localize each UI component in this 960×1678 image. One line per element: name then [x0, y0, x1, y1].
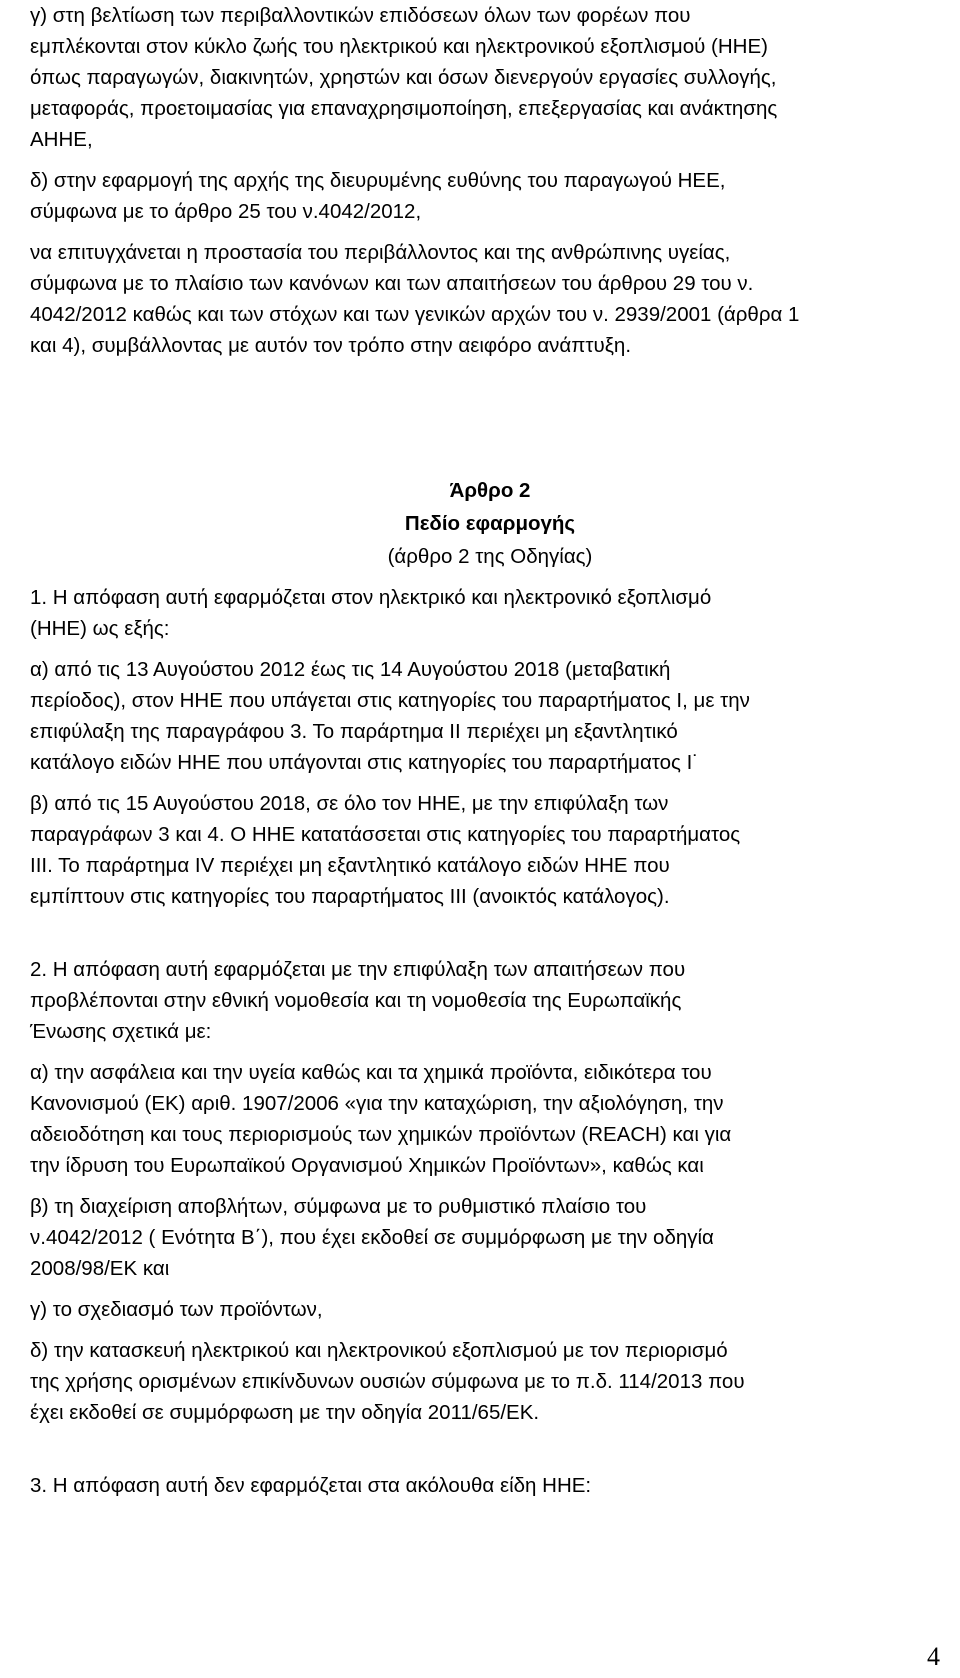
document-page: [30, 0, 940, 1501]
text-line: μεταφοράς, προετοιμασίας για επαναχρησιμοποίηση, επεξεργασίας και ανάκτησης: [30, 97, 778, 120]
text-line: σύμφωνα με το άρθρο 25 του ν.4042/2012,: [30, 200, 422, 223]
intro-item-delta: [30, 165, 940, 227]
paragraph-2-intro: [30, 954, 940, 1047]
text-line: α) από τις 13 Αυγούστου 2012 έως τις 14 Αυγούστου 2018 (μεταβατική: [30, 658, 671, 681]
text-line: 4042/2012 καθώς και των στόχων και των γενικών αρχών του ν. 2939/2001 (άρθρα 1: [30, 303, 800, 326]
text-line: γ) το σχεδιασμό των προϊόντων,: [30, 1298, 323, 1321]
text-line: περίοδος), στον ΗΗΕ που υπάγεται στις κατηγορίες του παραρτήματος Ι, με την: [30, 689, 750, 712]
text-line: α) την ασφάλεια και την υγεία καθώς και τα χημικά προϊόντα, ειδικότερα του: [30, 1061, 712, 1084]
text-line: εμπλέκονται στον κύκλο ζωής του ηλεκτρικού και ηλεκτρονικού εξοπλισμού (ΗΗΕ): [30, 35, 768, 58]
page-number: 4: [927, 1642, 940, 1671]
text-line: (ΗΗΕ) ως εξής:: [30, 617, 170, 640]
intro-closing: [30, 237, 940, 361]
article-number: Άρθρο 2: [449, 479, 531, 502]
paragraph-2-item-b: [30, 1191, 940, 1284]
text-line: όπως παραγωγών, διακινητών, χρηστών και όσων διενεργούν εργασίες συλλογής,: [30, 66, 777, 89]
text-line: αδειοδότηση και τους περιορισμούς των χημικών προϊόντων (REACH) και για: [30, 1123, 732, 1146]
paragraph-1-item-b: [30, 788, 940, 912]
text-line: 2. Η απόφαση αυτή εφαρμόζεται με την επιφύλαξη των απαιτήσεων που: [30, 958, 686, 981]
text-line: να επιτυγχάνεται η προστασία του περιβάλλοντος και της ανθρώπινης υγείας,: [30, 241, 731, 264]
text-line: γ) στη βελτίωση των περιβαλλοντικών επιδόσεων όλων των φορέων που: [30, 4, 691, 27]
paragraph-1-intro: [30, 582, 940, 644]
text-line: προβλέπονται στην εθνική νομοθεσία και τη νομοθεσία της Ευρωπαϊκής: [30, 989, 682, 1012]
paragraph-2-item-c: [30, 1294, 940, 1325]
text-line: επιφύλαξη της παραγράφου 3. Το παράρτημα ΙΙ περιέχει μη εξαντλητικό: [30, 720, 678, 743]
paragraph-3-intro: [30, 1470, 940, 1501]
text-line: ΑΗΗΕ,: [30, 128, 93, 151]
text-line: εμπίπτουν στις κατηγορίες του παραρτήματος ΙΙΙ (ανοικτός κατάλογος).: [30, 885, 670, 908]
text-line: της χρήσης ορισμένων επικίνδυνων ουσιών σύμφωνα με το π.δ. 114/2013 που: [30, 1370, 745, 1393]
text-line: την ίδρυση του Ευρωπαϊκού Οργανισμού Χημικών Προϊόντων», καθώς και: [30, 1154, 704, 1177]
text-line: ΙΙΙ. Το παράρτημα ΙV περιέχει μη εξαντλητικό κατάλογο ειδών ΗΗΕ που: [30, 854, 670, 877]
article-reference: (άρθρο 2 της Οδηγίας): [387, 545, 593, 568]
text-line: παραγράφων 3 και 4. Ο ΗΗΕ κατατάσσεται στις κατηγορίες του παραρτήματος: [30, 823, 741, 846]
text-line: σύμφωνα με το πλαίσιο των κανόνων και των απαιτήσεων του άρθρου 29 του ν.: [30, 272, 754, 295]
text-line: και 4), συμβάλλοντας με αυτόν τον τρόπο στην αειφόρο ανάπτυξη.: [30, 334, 632, 357]
text-line: 1. Η απόφαση αυτή εφαρμόζεται στον ηλεκτρικό και ηλεκτρονικό εξοπλισμό: [30, 586, 712, 609]
text-line: δ) στην εφαρμογή της αρχής της διευρυμένης ευθύνης του παραγωγού ΗΕΕ,: [30, 169, 726, 192]
intro-item-gamma: [30, 0, 940, 155]
text-line: δ) την κατασκευή ηλεκτρικού και ηλεκτρονικού εξοπλισμού με τον περιορισμό: [30, 1339, 728, 1362]
paragraph-1-item-a: [30, 654, 940, 778]
text-line: Ένωσης σχετικά με:: [30, 1020, 212, 1043]
article-title: Πεδίο εφαρμογής: [404, 512, 576, 535]
text-line: κατάλογο ειδών ΗΗΕ που υπάγονται στις κατηγορίες του παραρτήματος Ι˙: [30, 751, 700, 774]
text-line: β) από τις 15 Αυγούστου 2018, σε όλο τον ΗΗΕ, με την επιφύλαξη των: [30, 792, 669, 815]
text-line: έχει εκδοθεί σε συμμόρφωση με την οδηγία 2011/65/ΕΚ.: [30, 1401, 540, 1424]
paragraph-2-item-d: [30, 1335, 940, 1428]
paragraph-2-item-a: [30, 1057, 940, 1181]
text-line: 3. Η απόφαση αυτή δεν εφαρμόζεται στα ακόλουθα είδη ΗΗΕ:: [30, 1474, 592, 1497]
text-line: 2008/98/ΕΚ και: [30, 1257, 170, 1280]
text-line: Κανονισμού (ΕΚ) αριθ. 1907/2006 «για την καταχώριση, την αξιολόγηση, την: [30, 1092, 724, 1115]
text-line: β) τη διαχείριση αποβλήτων, σύμφωνα με το ρυθμιστικό πλαίσιο του: [30, 1195, 647, 1218]
text-line: ν.4042/2012 ( Ενότητα Β΄), που έχει εκδοθεί σε συμμόρφωση με την οδηγία: [30, 1226, 714, 1249]
